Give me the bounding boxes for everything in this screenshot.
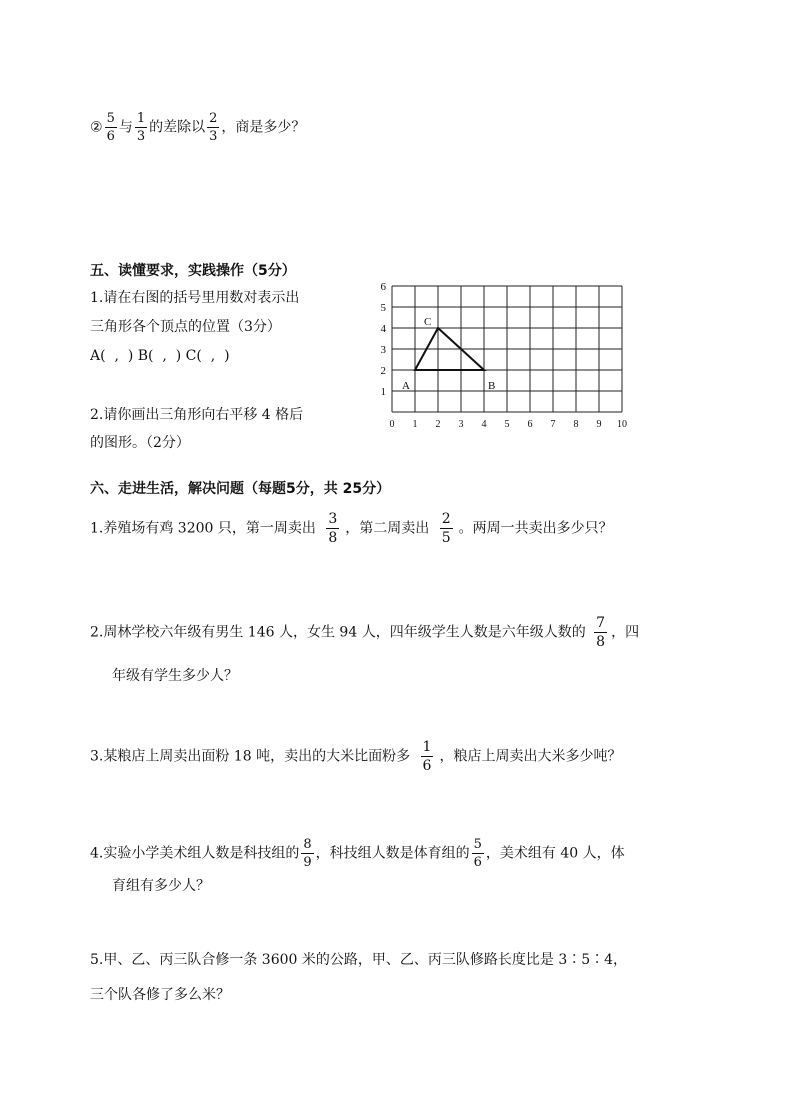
fraction-5-6: $\frac{5}{6}$ bbox=[106, 111, 115, 144]
y-tick-label: 1 bbox=[380, 386, 386, 398]
sec5-q2-line1: 2.请你画出三角形向右平移 4 格后 bbox=[90, 407, 304, 423]
fraction-8-9: $\frac{8}{9}$ bbox=[303, 837, 312, 870]
problem-5-line2: 三个队各修了多么米？ bbox=[90, 987, 230, 1003]
problem-2: 2.周林学校六年级有男生 146 人，女生 94 人，四年级学生人数是六年级人数的 $\frac{7}{8}$ ，四 bbox=[90, 615, 640, 650]
x-tick-label: 3 bbox=[458, 419, 464, 430]
vertex-label-c: C bbox=[424, 316, 432, 328]
x-tick-label: 0 bbox=[389, 419, 395, 430]
problem-2-line2: 年级有学生多少人？ bbox=[112, 668, 238, 684]
sec5-q2-line2: 的图形。（2分） bbox=[90, 435, 190, 451]
fraction-1-3: $\frac{1}{3}$ bbox=[136, 111, 146, 144]
problem-4: 4.实验小学美术组人数是科技组的 $\frac{8}{9}$ ，科技组人数是体育组的 $\frac{5}{6}$ ，美术组有 40 人，体 bbox=[90, 837, 625, 870]
circled-number: ② bbox=[90, 119, 103, 136]
y-tick-label: 6 bbox=[380, 281, 386, 293]
coordinate-grid bbox=[370, 278, 640, 433]
y-tick-label: 5 bbox=[380, 302, 386, 314]
x-tick-label: 5 bbox=[504, 419, 510, 430]
question-4-2: ② $\frac{5}{6}$ 与 $\frac{1}{3}$ 的差除以 $\frac{2}{3}$ ，商是多少？ bbox=[90, 111, 306, 144]
section-6-title: 六、走进生活，解决问题（每题5分，共 25分） bbox=[90, 481, 391, 497]
x-tick-label: 9 bbox=[596, 419, 602, 430]
fraction-2-3: $\frac{2}{3}$ bbox=[209, 111, 218, 144]
x-tick-label: 7 bbox=[550, 419, 556, 430]
y-tick-label: 2 bbox=[380, 365, 386, 377]
sec5-q1-answer-line: A( , ) B( , ) C( , ) bbox=[90, 348, 230, 364]
x-tick-label: 1 bbox=[412, 419, 418, 430]
sec5-q1-line2: 三角形各个顶点的位置（3分） bbox=[90, 319, 281, 335]
fraction-1-6: $\frac{1}{6}$ bbox=[422, 739, 432, 774]
problem-5: 5.甲、乙、丙三队合修一条 3600 米的公路，甲、乙、丙三队修路长度比是 3∶5∶4， bbox=[90, 952, 628, 968]
x-tick-label: 8 bbox=[573, 419, 579, 430]
sec5-q1-line1: 1.请在右图的括号里用数对表示出 bbox=[90, 290, 300, 306]
x-tick-label: 2 bbox=[435, 419, 441, 430]
fraction-3-8: $\frac{3}{8}$ bbox=[328, 511, 338, 546]
problem-3: 3.某粮店上周卖出面粉 18 吨，卖出的大米比面粉多 $\frac{1}{6}$ ，粮店上周卖出大米多少吨？ bbox=[90, 739, 622, 774]
x-tick-label: 10 bbox=[617, 419, 627, 430]
section-5-title: 五、读懂要求，实践操作（5分） bbox=[90, 263, 296, 279]
fraction-2-5: $\frac{2}{5}$ bbox=[441, 511, 451, 546]
y-tick-label: 3 bbox=[380, 344, 386, 356]
x-tick-label: 6 bbox=[527, 419, 533, 430]
problem-4-line2: 育组有多少人？ bbox=[112, 878, 210, 894]
y-tick-label: 4 bbox=[380, 323, 386, 335]
problem-1: 1.养殖场有鸡 3200 只，第一周卖出 $\frac{3}{8}$ ，第二周卖出 $\frac{2}{5}$ 。两周一共卖出多少只？ bbox=[90, 511, 613, 546]
x-tick-label: 4 bbox=[481, 419, 487, 430]
fraction-7-8: $\frac{7}{8}$ bbox=[596, 615, 606, 650]
fraction-5-6b: $\frac{5}{6}$ bbox=[473, 837, 482, 870]
vertex-label-b: B bbox=[488, 380, 496, 392]
vertex-label-a: A bbox=[402, 380, 410, 392]
